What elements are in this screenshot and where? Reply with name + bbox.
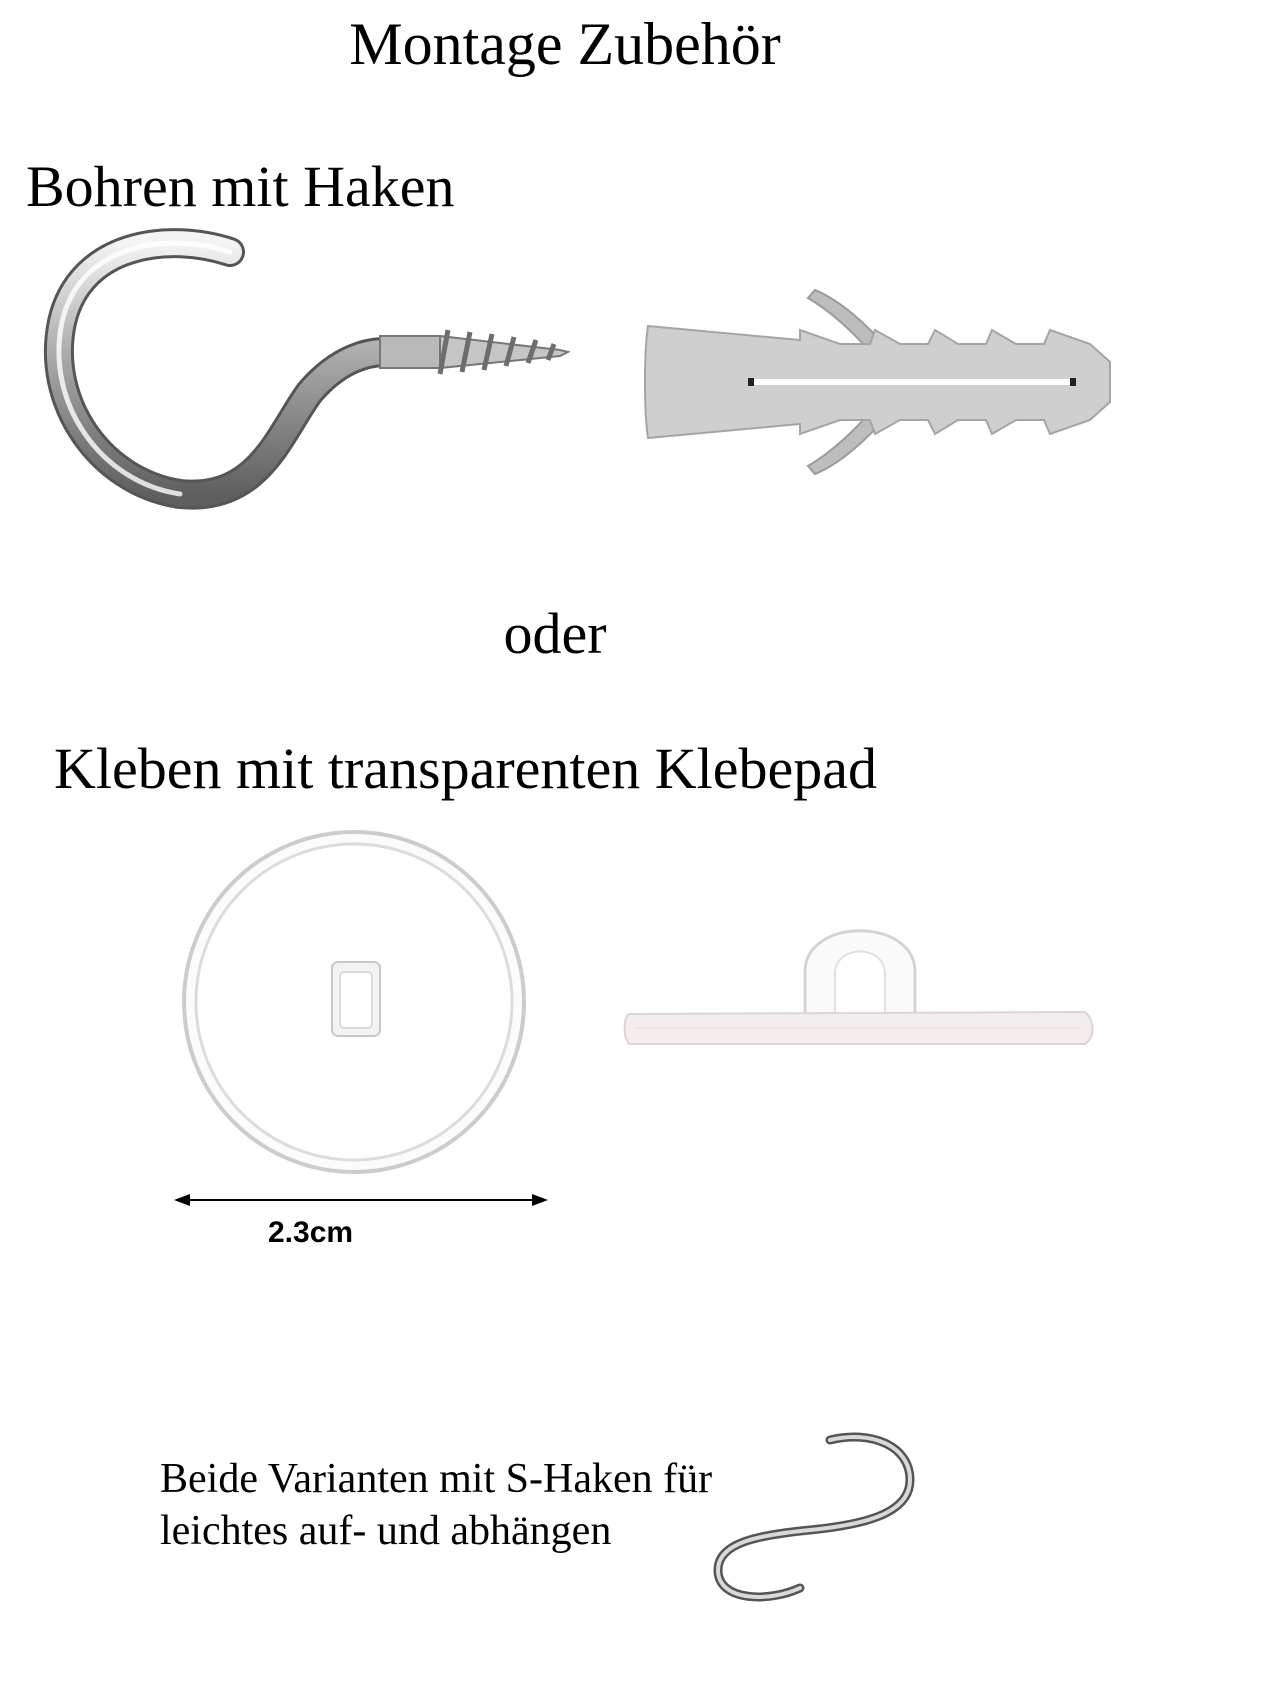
adhesive-pad-side-icon: [625, 912, 1095, 1062]
note-line-1: Beide Varianten mit S-Haken für: [160, 1456, 713, 1502]
dimension-arrow: [174, 1190, 548, 1210]
screw-hook-icon: [40, 232, 580, 512]
page-title: Montage Zubehör: [349, 11, 781, 77]
adhesive-pad-top-icon: [178, 826, 530, 1178]
separator-text: oder: [503, 601, 607, 666]
drill-heading: Bohren mit Haken: [26, 154, 455, 219]
glue-heading: Kleben mit transparenten Klebepad: [54, 736, 877, 801]
wall-plug-icon: [640, 282, 1140, 482]
note-line-2: leichtes auf- und abhängen: [160, 1508, 612, 1554]
dimension-label: 2.3cm: [268, 1216, 354, 1249]
s-hook-icon: [710, 1430, 930, 1610]
